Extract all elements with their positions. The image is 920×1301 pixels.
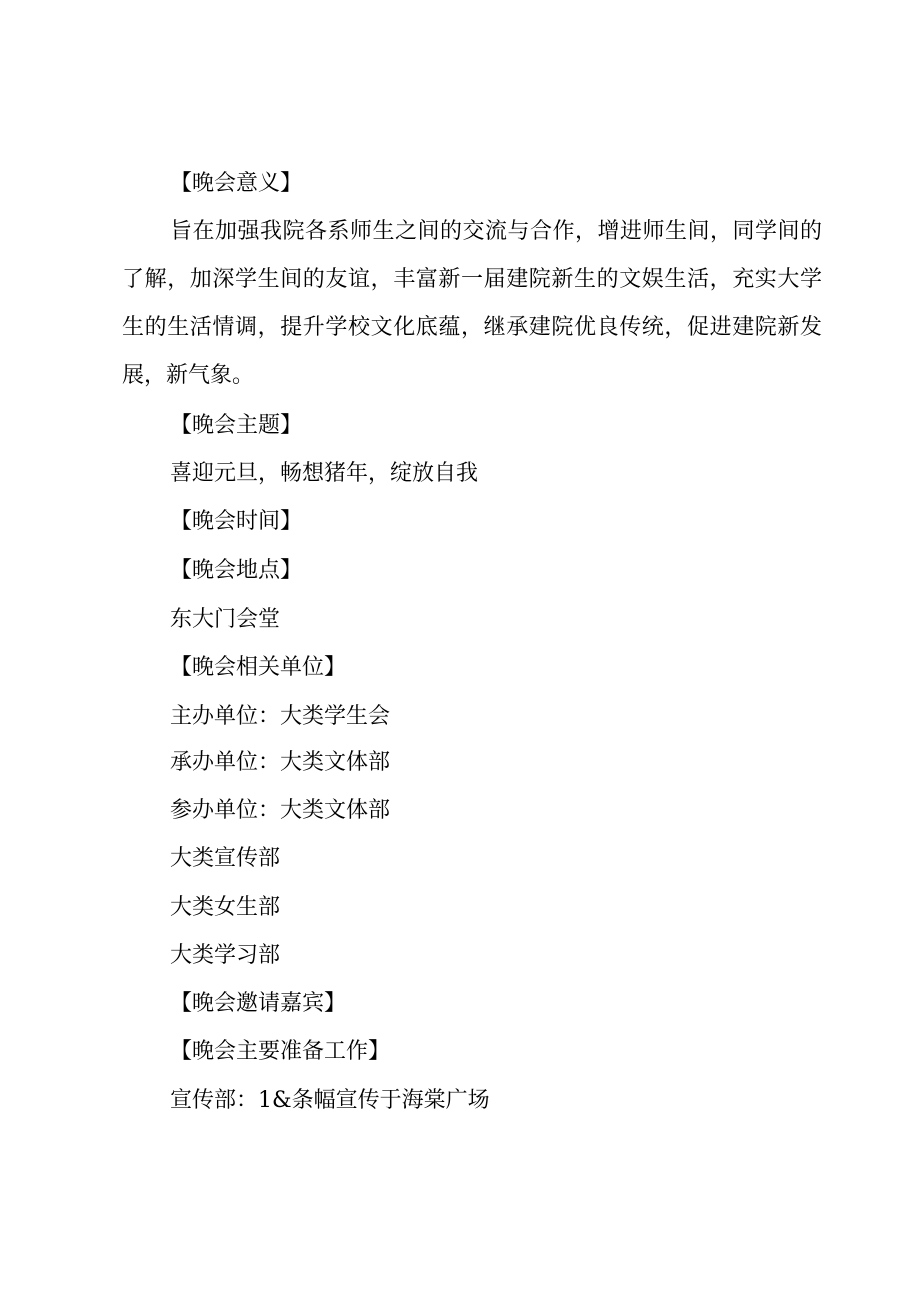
meaning-paragraph: 旨在加强我院各系师生之间的交流与合作，增进师生间，同学间的了解，加深学生间的友谊，丰富新一届建院新生的文娱生活，充实大学生的生活情调，提升学校文化底蕴，继承建院优良传统，促进建院新发展，新气象。 xyxy=(122,219,822,388)
unit-study: 大类学习部 xyxy=(170,943,281,968)
unit-publicity: 大类宣传部 xyxy=(170,846,281,871)
time-heading: 【晚会时间】 xyxy=(170,509,303,534)
place-heading: 【晚会地点】 xyxy=(170,558,303,583)
unit-participant: 参办单位：大类文体部 xyxy=(170,798,391,823)
meaning-heading: 【晚会意义】 xyxy=(170,171,303,196)
unit-organizer: 承办单位：大类文体部 xyxy=(170,750,391,775)
prep-text: 宣传部：1&条幅宣传于海棠广场 xyxy=(170,1088,490,1113)
theme-text: 喜迎元旦，畅想猪年，绽放自我 xyxy=(170,461,479,486)
place-text: 东大门会堂 xyxy=(170,607,281,632)
guests-heading: 【晚会邀请嘉宾】 xyxy=(170,991,347,1016)
units-heading: 【晚会相关单位】 xyxy=(170,655,347,680)
theme-heading: 【晚会主题】 xyxy=(170,413,303,438)
prep-heading: 【晚会主要准备工作】 xyxy=(170,1039,391,1064)
unit-host: 主办单位：大类学生会 xyxy=(170,704,391,729)
unit-female-students: 大类女生部 xyxy=(170,895,281,920)
